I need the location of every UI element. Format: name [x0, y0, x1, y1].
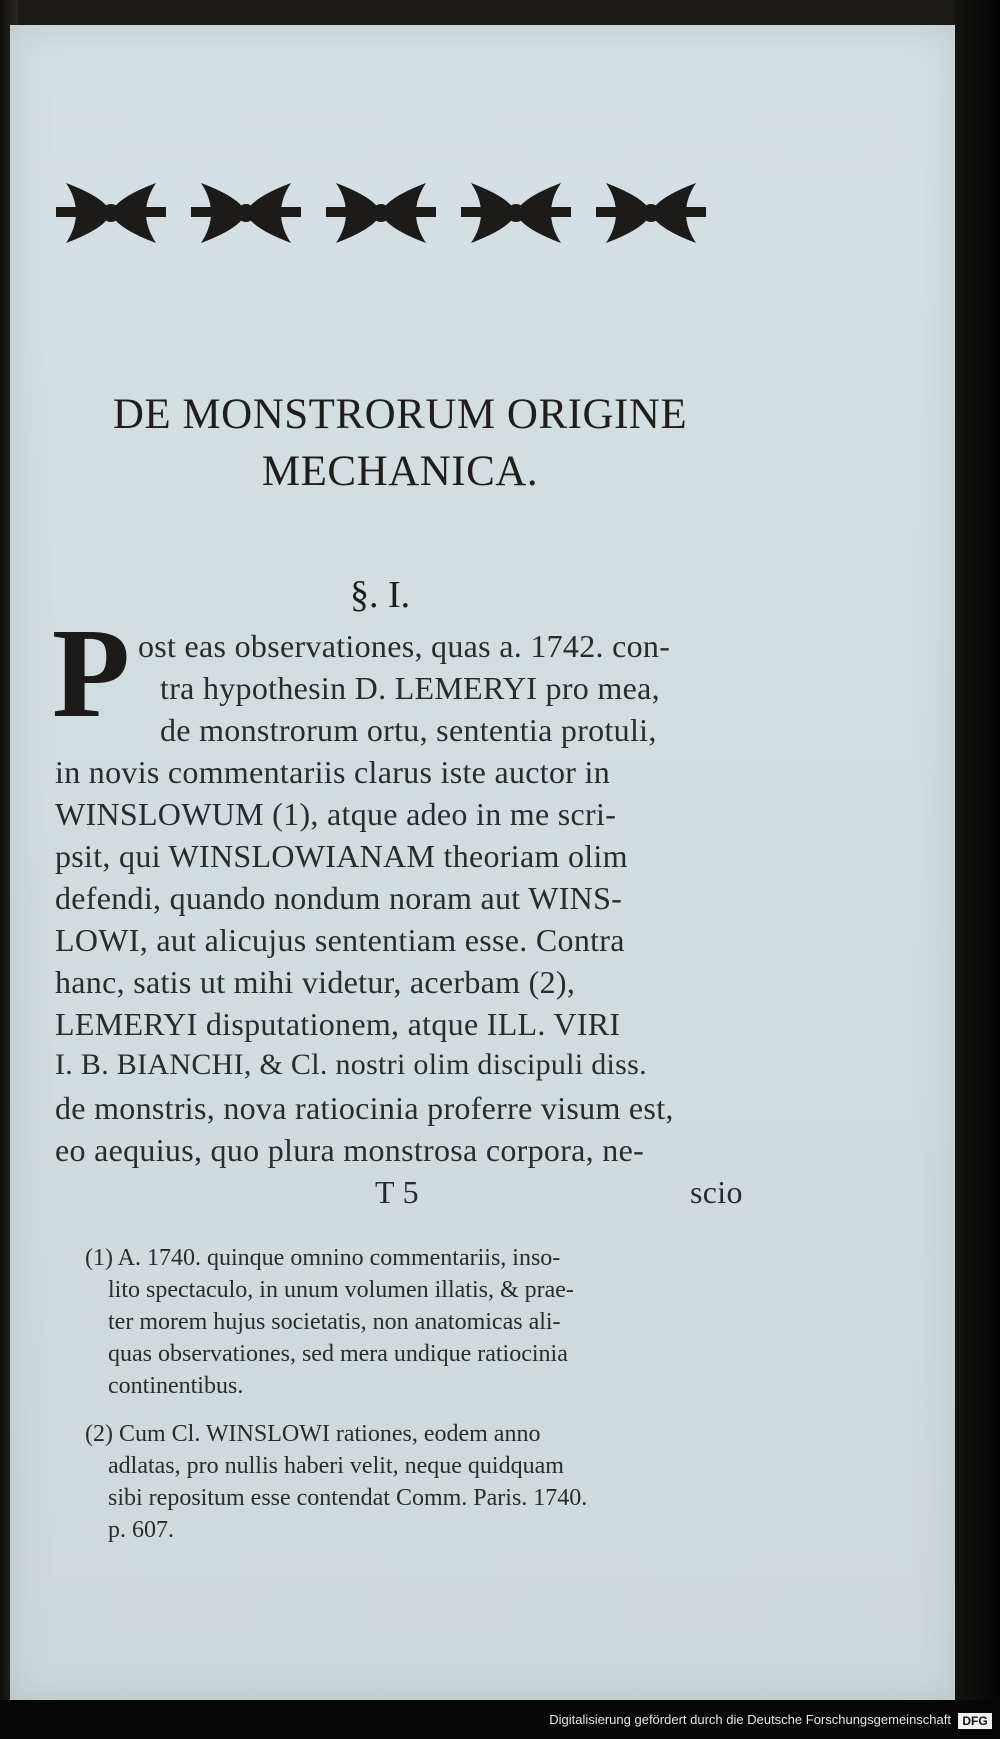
footnote-2-line: sibi repositum esse contendat Comm. Paris. 1740. — [108, 1485, 588, 1511]
section-heading: §. I. — [350, 574, 411, 616]
title-line-2: MECHANICA. — [261, 448, 539, 495]
body-line: in novis commentariis clarus iste auctor in — [55, 754, 610, 790]
ornament-band — [46, 173, 746, 253]
body-line: I. B. BIANCHI, & Cl. nostri olim discipuli diss. — [55, 1048, 647, 1081]
ornament-piece — [191, 183, 301, 243]
body-line: WINSLOWUM (1), atque adeo in me scri- — [55, 796, 617, 832]
title-line-1: DE MONSTRORUM ORIGINE — [112, 391, 688, 438]
footnote-1-line: lito spectaculo, in unum volumen illatis, & prae- — [108, 1277, 574, 1303]
footnote-1-line: quas observationes, sed mera undique ratiocinia — [108, 1341, 568, 1367]
dropcap-letter: P — [51, 610, 131, 728]
footnote-2-line: (2) Cum Cl. WINSLOWI rationes, eodem anno — [85, 1421, 541, 1447]
footer-bar — [0, 1700, 1000, 1739]
body-line: LEMERYI disputationem, atque ILL. VIRI — [55, 1006, 621, 1042]
dropcap-initial — [50, 610, 132, 728]
body-line: defendi, quando nondum noram aut WINS- — [55, 880, 623, 916]
footnote-1-line: (1) A. 1740. quinque omnino commentariis, inso- — [85, 1245, 561, 1271]
book-page — [10, 25, 955, 1700]
ornament-piece — [326, 183, 436, 243]
footnote-1-line: ter morem hujus societatis, non anatomicas ali- — [108, 1309, 561, 1335]
footnote-2-line: p. 607. — [108, 1517, 174, 1543]
body-line: de monstrorum ortu, sententia protuli, — [160, 712, 657, 748]
body-line: tra hypothesin D. LEMERYI pro mea, — [160, 670, 660, 706]
dfg-logo-icon: DFG — [958, 1713, 992, 1729]
body-line: LOWI, aut alicujus sententiam esse. Contra — [55, 922, 625, 958]
footnote-2-line: adlatas, pro nullis haberi velit, neque quidquam — [108, 1453, 564, 1479]
body-line: de monstris, nova ratiocinia proferre visum est, — [55, 1090, 674, 1126]
footer-credit: Digitalisierung gefördert durch die Deutsche Forschungsgemeinschaft — [549, 1712, 951, 1727]
body-line: hanc, satis ut mihi videtur, acerbam (2), — [55, 964, 576, 1000]
body-line: eo aequius, quo plura monstrosa corpora, ne- — [55, 1132, 645, 1168]
ornament-piece — [596, 183, 706, 243]
ornament-piece — [56, 183, 166, 243]
scan-edge-right — [955, 0, 1000, 1739]
footnote-1-line: continentibus. — [108, 1373, 244, 1399]
body-line: psit, qui WINSLOWIANAM theoriam olim — [55, 838, 628, 874]
catchword: scio — [690, 1174, 743, 1210]
signature-mark: T 5 — [375, 1174, 419, 1210]
ornament-piece — [461, 183, 571, 243]
body-line: ost eas observationes, quas a. 1742. con- — [138, 628, 671, 664]
